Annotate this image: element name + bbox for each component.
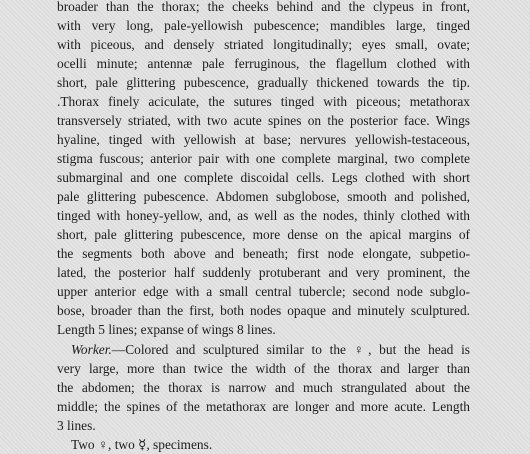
text-line: bose, broader than the first, both nodes opaque and minutely sculptured.	[57, 303, 470, 318]
text-line: hyaline, tinged with yellowish at base; nervures yellowish-testaceous,	[57, 132, 470, 147]
text-line: .Thorax finely aciculate, the sutures tinged with piceous; metathorax	[57, 94, 470, 109]
text-line: short, pale glittering pubescence, gradually thickened towards the tip.	[57, 75, 470, 90]
text-line: broader than the thorax; the cheeks behind and the clypeus in front,	[57, 0, 470, 14]
text-line: ocelli minute; antennæ pale ferruginous, the flagellum clothed with	[57, 56, 470, 71]
text-line: upper anterior edge with a small central tubercle; second node subglo-	[57, 284, 470, 299]
text-line: stigma fuscous; anterior pair with one complete marginal, two complete	[57, 151, 470, 166]
text-line: 3 lines.	[57, 418, 96, 433]
text-line: with very long, pale-yellowish pubescence; mandibles large, tinged	[57, 18, 470, 33]
text-line: short, pale glittering pubescence, more dense on the apical margins of	[57, 227, 470, 242]
worker-first-line	[71, 340, 470, 359]
worker-label: Worker.	[71, 342, 112, 357]
text-line: submarginal and one complete discoidal cells. Legs clothed with short	[57, 170, 470, 185]
text-line: very large, more than twice the width of the thorax and larger than	[57, 361, 470, 376]
text-line: Length 5 lines; expanse of wings 8 lines.	[57, 322, 276, 337]
text-line: the segments both above and beneath; first node elongate, subpetio-	[57, 246, 470, 261]
text-line: pale glittering pubescence. Abdomen subglobose, smooth and polished,	[57, 189, 470, 204]
text-line: the abdomen; the thorax is narrow and much strangulated about the	[57, 380, 470, 395]
text-line: middle; the spines of the metathorax are longer and more acute. Length	[57, 399, 470, 414]
text-line: lated, the posterior half suddenly protuberant and very prominent, the	[57, 265, 470, 280]
text-line: tinged with honey-yellow, and, as well as the nodes, thinly clothed with	[57, 208, 470, 223]
worker-first-line-text: —Colored and sculptured similar to the ♀, but the head is	[111, 342, 470, 357]
text-line: with piceous, and densely striated longitudinally; eyes small, ovate;	[57, 37, 470, 52]
specimens-line: Two ♀, two ☿, specimens.	[71, 437, 213, 452]
text-line: transversely striated, with two acute spines on the posterior face. Wings	[57, 113, 470, 128]
